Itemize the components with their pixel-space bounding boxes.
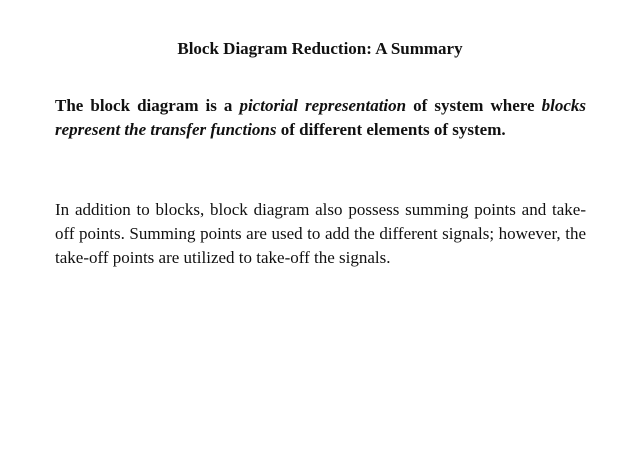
definition-paragraph xyxy=(55,94,586,142)
slide-title: Block Diagram Reduction: A Summary xyxy=(177,39,463,58)
definition-emphasis-1: pictorial representation xyxy=(239,96,407,115)
definition-text-1: The block diagram is a xyxy=(55,96,240,115)
definition-text-3: of different elements of system. xyxy=(276,120,506,139)
summing-points-paragraph: In addition to blocks, block diagram also possess summing points and take-off points. Summing points are used to add the different signals; however, the take-off points are utilized to take-off the signals. xyxy=(55,200,586,267)
definition-emphasis-2: blocks represent the transfer functions xyxy=(55,96,586,139)
definition-text-2: of system where xyxy=(406,96,542,115)
